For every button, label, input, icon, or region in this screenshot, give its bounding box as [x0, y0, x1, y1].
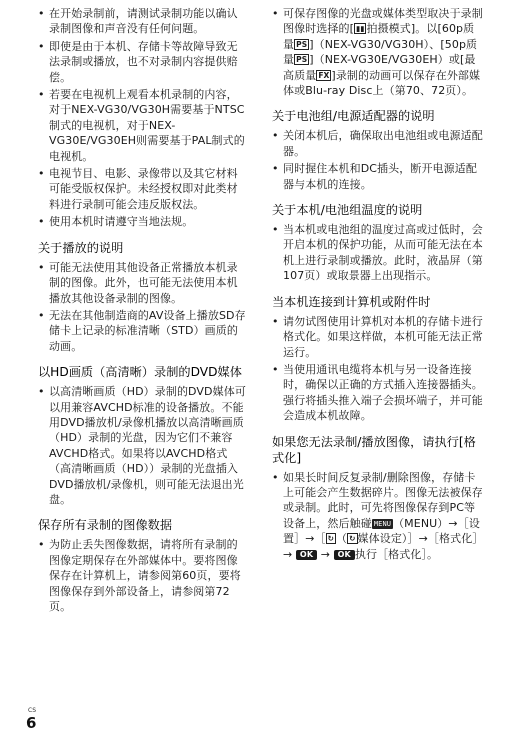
temperature-heading: 关于本机/电池组温度的说明	[272, 203, 423, 218]
list-item: • 在开始录制前，请测试录制功能以确认录制图像和声音没有任何问题。	[38, 6, 248, 37]
list-item: • 使用本机时请遵守当地法规。	[38, 214, 248, 229]
media-list	[272, 6, 484, 98]
list-item	[272, 470, 484, 562]
media-text: ]（NEX-VG30E/VG30EH）或[最高质量	[283, 53, 476, 82]
format-text: →	[317, 547, 334, 561]
list-item: • 以高清晰画质（HD）录制的DVD媒体可以用兼容AVCHD标准的设备播放。不能用DVD播放机/录像机播放以高清晰画质（HD）录制的光盘，因为它们不兼容AVCHD格式。如果将以AVCHD格式（高清晰画质（HD））录制的光盘插入DVD播放机/录像机，则可能无法退出光盘。	[38, 384, 248, 507]
format-text: （MENU）→［设置］→［	[283, 516, 480, 546]
list-item: • 请勿试图使用计算机对本机的存储卡进行格式化。如果这样做，本机可能无法正常运行。	[272, 314, 484, 360]
list-item: • 即使是由于本机、存储卡等故障导致无法录制或播放，也不对录制内容提供赔偿。	[38, 39, 248, 85]
playback-list	[38, 260, 248, 354]
media-text: ]录制的动画可以保存在外部媒体或Blu-ray Disc上（第70、72页）。	[283, 68, 481, 98]
page-number: 6	[26, 714, 37, 732]
dvd-list	[38, 384, 248, 507]
ps-quality-icon: PS	[296, 39, 308, 49]
format-text: 媒体设定）］→［格式化］→	[283, 532, 484, 561]
tool-icon: ↻	[349, 534, 356, 544]
format-list	[272, 470, 484, 562]
list-item: • 可能无法使用其他设备正常播放本机录制的图像。此外，也可能无法使用本机播放其他设备录制的图像。	[38, 260, 248, 306]
battery-heading: 关于电池组/电源适配器的说明	[272, 109, 435, 124]
save-heading: 保存所有录制的图像数据	[38, 518, 173, 533]
language-tag: CS	[28, 707, 36, 714]
media-text: 可保存图像的光盘或媒体类型取决于录制图像时选择的[	[283, 7, 483, 36]
media-text: ]（NEX-VG30/VG30H）、[50p质量	[283, 37, 478, 67]
ps-quality-icon: PS	[296, 55, 308, 65]
format-heading: 如果您无法录制/播放图像，请执行[格式化]	[272, 434, 476, 465]
list-item: • 无法在其他制造商的AV设备上播放SD存储卡上记录的标准清晰（STD）画质的动画。	[38, 308, 248, 354]
list-item: • 为防止丢失图像数据，请将所有录制的图像定期保存在外部媒体中。要将图像保存在计算机上，请参阅第60页，要将图像保存到外部设备上，请参阅第72页。	[38, 537, 248, 614]
left-column	[38, 6, 248, 616]
dvd-heading: 以HD画质（高清晰）录制的DVD媒体	[38, 365, 242, 380]
tool-icon: ↻	[327, 534, 335, 544]
fx-quality-icon: FX	[318, 70, 330, 80]
save-list	[38, 537, 248, 614]
format-text: 执行［格式化］。	[354, 547, 439, 561]
connect-list	[272, 314, 484, 424]
format-text: 如果长时间反复录制/删除图像，存储卡上可能会产生数据碎片。图像无法被保存或录制。此时，可先将图像保存到PC等设备上，然后触碰	[283, 470, 483, 530]
list-item: • 关闭本机后，确保取出电池组或电源适配器。	[272, 128, 484, 159]
temperature-list	[272, 222, 484, 284]
ok-button-icon: OK	[334, 550, 355, 560]
right-column	[272, 6, 484, 564]
connect-heading: 当本机连接到计算机或附件时	[272, 294, 431, 309]
list-item: • 电视节目、电影、录像带以及其它材料可能受版权保护。未经授权即对此类材料进行录制可能会违反版权法。	[38, 166, 248, 212]
list-item: • 同时握住本机和DC插头，断开电源适配器与本机的连接。	[272, 161, 484, 192]
ok-button-icon: OK	[296, 550, 317, 560]
list-item: • 当使用通讯电缆将本机与另一设备连接时，确保以正确的方式插入连接器插头。强行将插头推入端子会损坏端子，并可能会造成本机故障。	[272, 362, 484, 424]
playback-heading: 关于播放的说明	[38, 240, 124, 255]
format-text: （	[336, 532, 348, 546]
list-item: • 当本机或电池组的温度过高或过低时，会开启本机的保护功能，从而可能无法在本机上进行录制或播放。此时，液晶屏（第107页）或取景器上出现指示。	[272, 222, 484, 284]
intro-list	[38, 6, 248, 230]
menu-icon: MENU	[373, 519, 392, 528]
rec-mode-icon: ▮▮	[356, 24, 365, 34]
list-item	[272, 6, 484, 98]
list-item: • 若要在电视机上观看本机录制的内容，对于NEX-VG30/VG30H需要基于NTSC制式的电视机，对于NEX-VG30E/VG30EH则需要基于PAL制式的电视机。	[38, 87, 248, 164]
battery-list	[272, 128, 484, 192]
media-text: 拍摄模式]。以[60p质量	[283, 22, 475, 51]
